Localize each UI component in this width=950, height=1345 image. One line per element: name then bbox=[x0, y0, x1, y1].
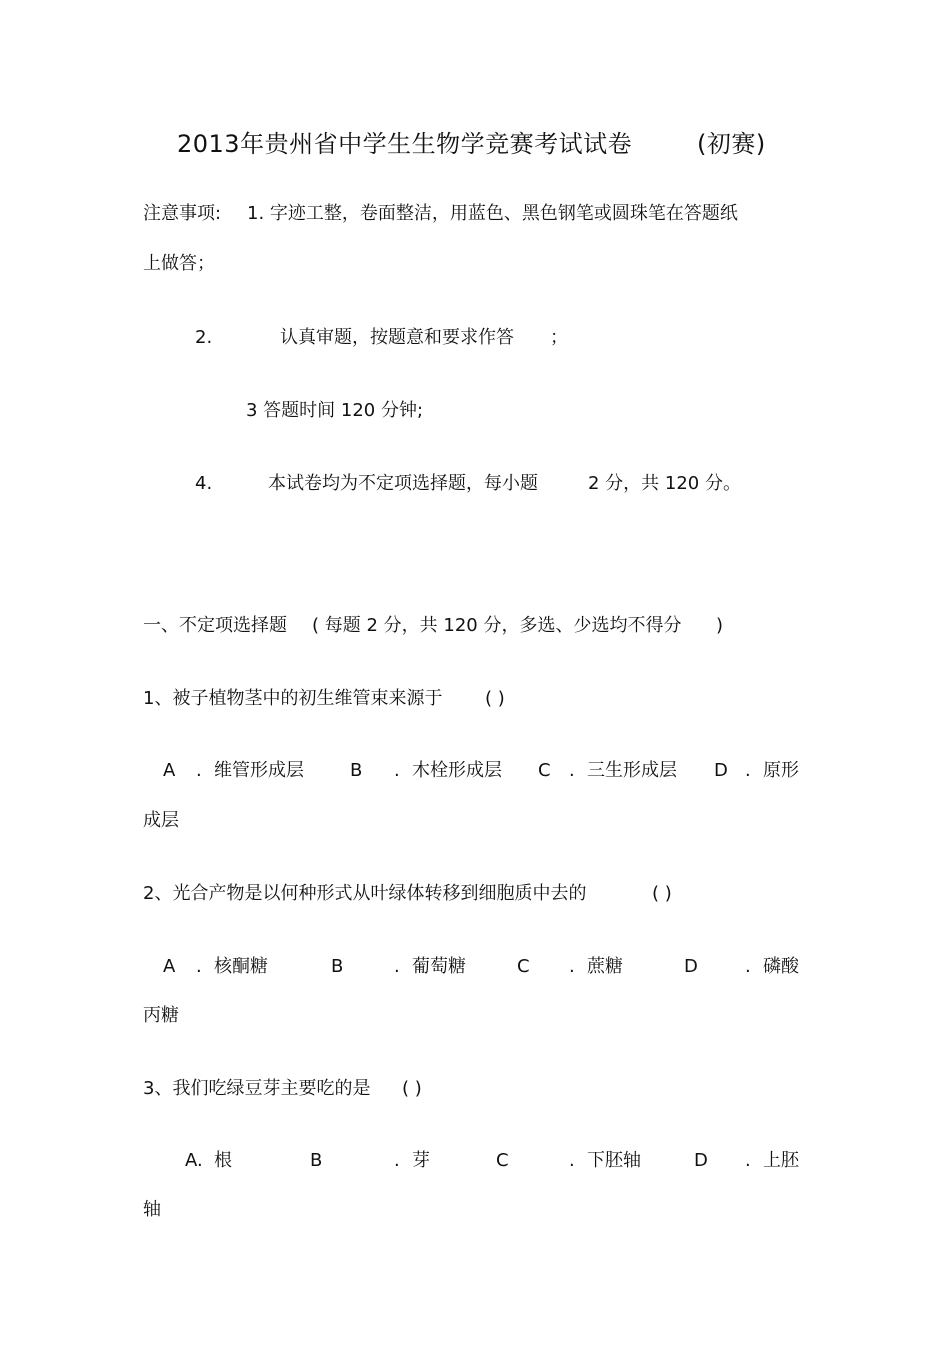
option-text: 根 bbox=[214, 1150, 232, 1171]
option-letter: B bbox=[350, 760, 363, 781]
option-letter: C bbox=[496, 1150, 509, 1171]
option-dot: . bbox=[569, 956, 575, 977]
answer-parentheses: ( ) bbox=[652, 883, 672, 904]
section-heading: 一、不定项选择题 bbox=[143, 615, 287, 636]
option-letter: A bbox=[163, 956, 176, 977]
option-letter: B bbox=[310, 1150, 323, 1171]
option-dot: . bbox=[745, 1150, 751, 1171]
option-text: 蔗糖 bbox=[587, 956, 623, 977]
section-note-end: ) bbox=[716, 615, 724, 636]
option-letter: A bbox=[163, 760, 176, 781]
notice-label: 注意事项: bbox=[143, 203, 222, 224]
option-dot: . bbox=[196, 760, 202, 781]
option-text: 核酮糖 bbox=[214, 956, 268, 977]
section-note: ( 每题 2 分，共 120 分，多选、少选均不得分 bbox=[312, 615, 682, 636]
option-dot: . bbox=[569, 1150, 575, 1171]
notice-item-2-end: ； bbox=[550, 327, 568, 348]
option-dot: . bbox=[569, 760, 575, 781]
option-text: 维管形成层 bbox=[214, 760, 304, 781]
notice-item-4: 本试卷均为不定项选择题，每小题 bbox=[268, 473, 538, 494]
question-stem: 1、被子植物茎中的初生维管束来源于 bbox=[143, 688, 443, 709]
answer-parentheses: ( ) bbox=[485, 688, 505, 709]
option-letter: D bbox=[684, 956, 698, 977]
option-letter: C bbox=[517, 956, 530, 977]
option-dot: . bbox=[745, 760, 751, 781]
page-title-suffix: (初赛) bbox=[697, 130, 766, 158]
option-text: 葡萄糖 bbox=[412, 956, 466, 977]
option-text: 芽 bbox=[412, 1150, 430, 1171]
question-stem: 2、光合产物是以何种形式从叶绿体转移到细胞质中去的 bbox=[143, 883, 587, 904]
option-letter: D bbox=[694, 1150, 708, 1171]
option-dot: . bbox=[745, 956, 751, 977]
question-stem: 3、我们吃绿豆芽主要吃的是 bbox=[143, 1078, 371, 1099]
option-letter: D bbox=[714, 760, 728, 781]
option-text: 三生形成层 bbox=[587, 760, 677, 781]
option-continuation: 轴 bbox=[143, 1199, 161, 1220]
page-title: 2013年贵州省中学生生物学竞赛考试试卷 bbox=[177, 130, 633, 158]
notice-item-1-continuation: 上做答； bbox=[143, 253, 215, 274]
option-continuation: 丙糖 bbox=[143, 1005, 179, 1026]
option-dot: . bbox=[394, 956, 400, 977]
answer-parentheses: ( ) bbox=[402, 1078, 422, 1099]
notice-item-1: 1. 字迹工整，卷面整洁，用蓝色、黑色钢笔或圆珠笔在答题纸 bbox=[247, 203, 738, 224]
option-text: 原形 bbox=[763, 760, 799, 781]
option-text: 磷酸 bbox=[763, 956, 799, 977]
option-letter: B bbox=[331, 956, 344, 977]
notice-item-2: 认真审题，按题意和要求作答 bbox=[280, 327, 514, 348]
notice-item-3: 3 答题时间 120 分钟; bbox=[246, 400, 424, 421]
option-continuation: 成层 bbox=[143, 810, 179, 831]
notice-item-2-number: 2. bbox=[195, 327, 213, 348]
option-text: 上胚 bbox=[763, 1150, 799, 1171]
option-letter: A. bbox=[185, 1150, 203, 1171]
option-text: 下胚轴 bbox=[587, 1150, 641, 1171]
option-dot: . bbox=[394, 760, 400, 781]
option-letter: C bbox=[538, 760, 551, 781]
option-dot: . bbox=[394, 1150, 400, 1171]
option-text: 木栓形成层 bbox=[412, 760, 502, 781]
option-dot: . bbox=[196, 956, 202, 977]
notice-item-4-score: 2 分，共 120 分。 bbox=[588, 473, 741, 494]
notice-item-4-number: 4. bbox=[195, 473, 213, 494]
